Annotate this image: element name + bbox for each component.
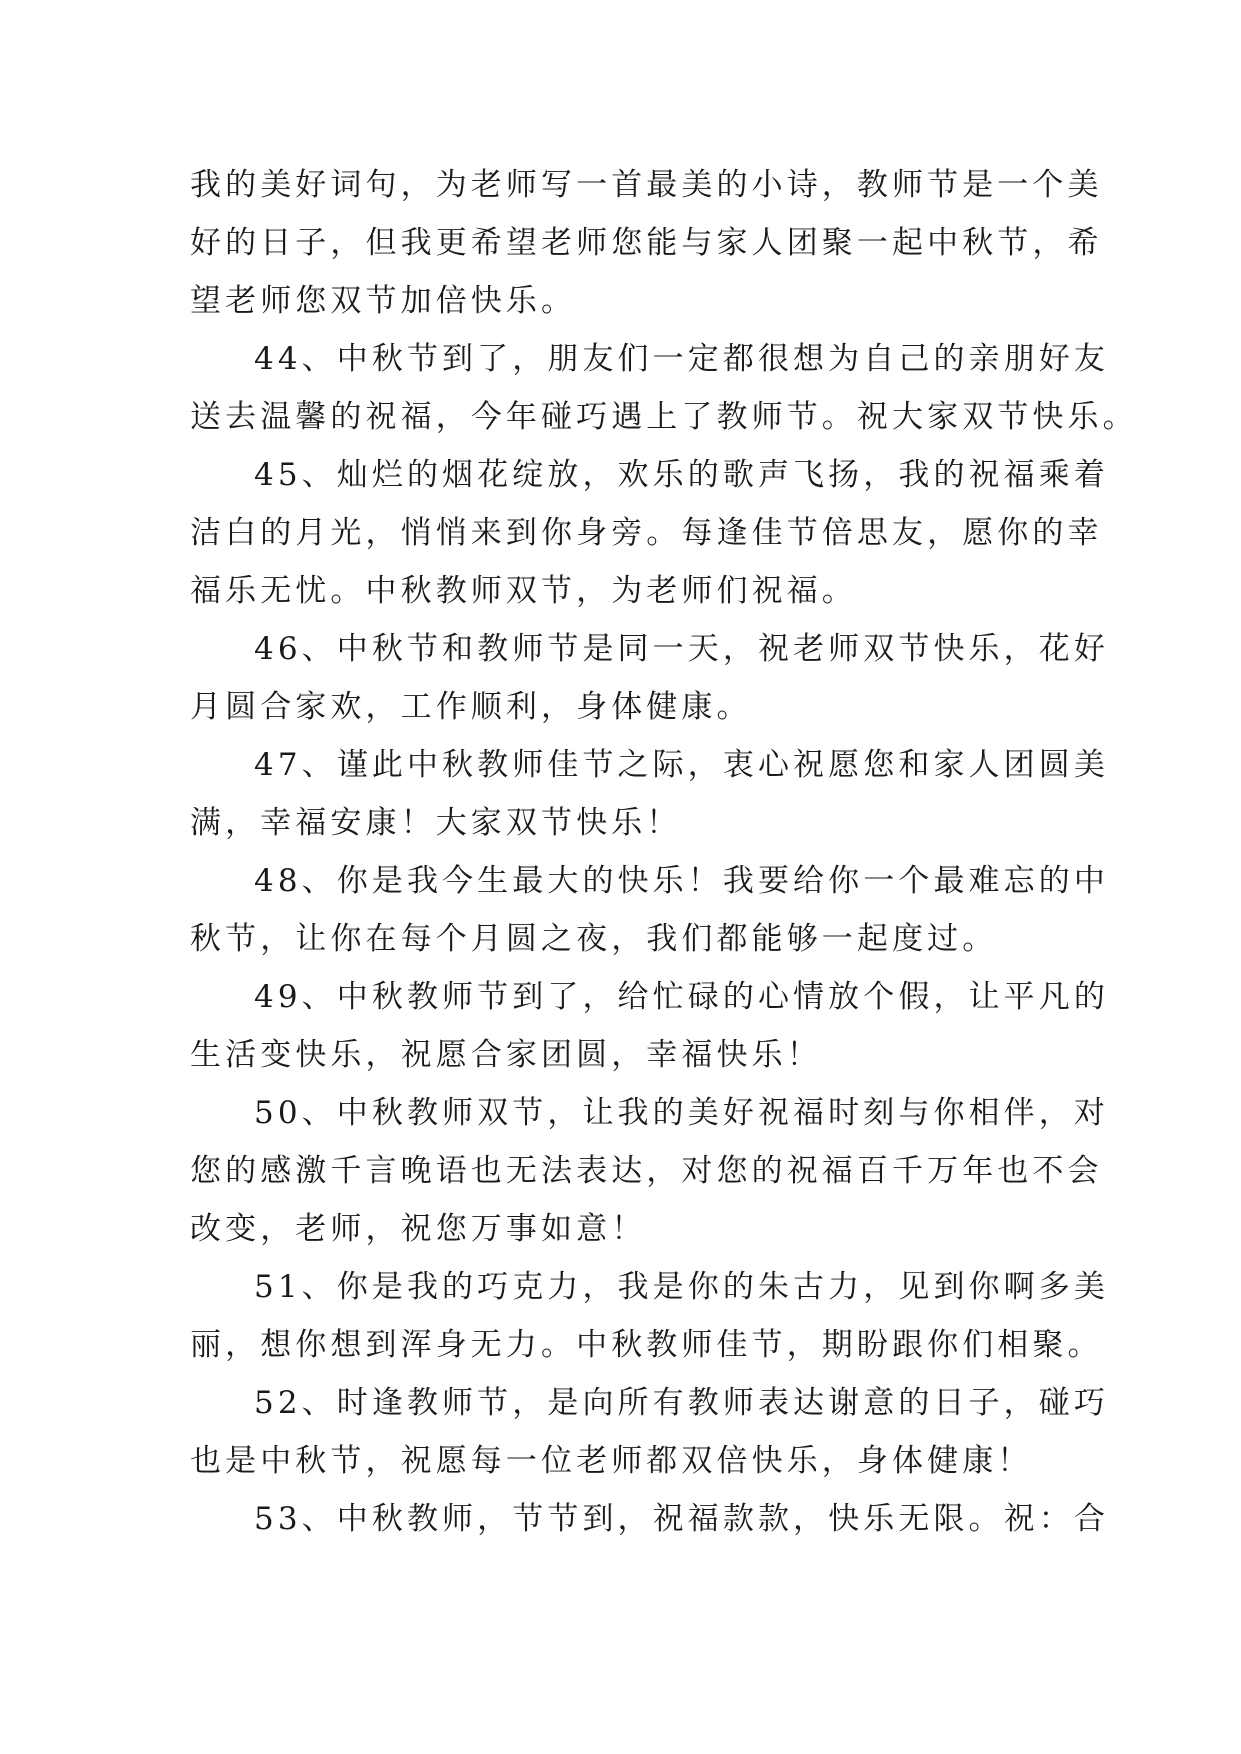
- paragraph-start-47: 47、谨此中秋教师佳节之际，衷心祝愿您和家人团圆美: [254, 747, 1109, 783]
- paragraph-start-44: 44、中秋节到了，朋友们一定都很想为自己的亲朋好友: [254, 341, 1109, 377]
- text-line: 送去温馨的祝福，今年碰巧遇上了教师节。祝大家双节快乐。: [190, 399, 1138, 435]
- paragraph-start-48: 48、你是我今生最大的快乐！我要给你一个最难忘的中: [254, 863, 1109, 899]
- paragraph-start-51: 51、你是我的巧克力，我是你的朱古力，见到你啊多美: [254, 1269, 1109, 1305]
- paragraph-start-46: 46、中秋节和教师节是同一天，祝老师双节快乐，花好: [254, 631, 1109, 667]
- text-line: 您的感激千言晚语也无法表达，对您的祝福百千万年也不会: [190, 1153, 1103, 1189]
- paragraph-start-52: 52、时逢教师节，是向所有教师表达谢意的日子，碰巧: [254, 1385, 1109, 1421]
- text-line: 好的日子，但我更希望老师您能与家人团聚一起中秋节，希: [190, 225, 1103, 261]
- text-line: 月圆合家欢，工作顺利，身体健康。: [190, 689, 752, 725]
- paragraph-start-53: 53、中秋教师，节节到，祝福款款，快乐无限。祝：合: [254, 1501, 1109, 1537]
- text-line: 望老师您双节加倍快乐。: [190, 283, 577, 319]
- text-line: 也是中秋节，祝愿每一位老师都双倍快乐，身体健康！: [190, 1443, 1033, 1479]
- paragraph-start-49: 49、中秋教师节到了，给忙碌的心情放个假，让平凡的: [254, 979, 1109, 1015]
- text-line: 改变，老师，祝您万事如意！: [190, 1211, 647, 1247]
- paragraph-start-45: 45、灿烂的烟花绽放，欢乐的歌声飞扬，我的祝福乘着: [254, 457, 1109, 493]
- text-line: 生活变快乐，祝愿合家团圆，幸福快乐！: [190, 1037, 822, 1073]
- text-line: 满，幸福安康！大家双节快乐！: [190, 805, 682, 841]
- text-line: 福乐无忧。中秋教师双节，为老师们祝福。: [190, 573, 857, 609]
- text-line: 洁白的月光，悄悄来到你身旁。每逢佳节倍思友，愿你的幸: [190, 515, 1103, 551]
- text-line: 我的美好词句，为老师写一首最美的小诗，教师节是一个美: [190, 167, 1103, 203]
- text-line: 秋节，让你在每个月圆之夜，我们都能够一起度过。: [190, 921, 998, 957]
- paragraph-start-50: 50、中秋教师双节，让我的美好祝福时刻与你相伴，对: [254, 1095, 1109, 1131]
- text-line: 丽，想你想到浑身无力。中秋教师佳节，期盼跟你们相聚。: [190, 1327, 1103, 1363]
